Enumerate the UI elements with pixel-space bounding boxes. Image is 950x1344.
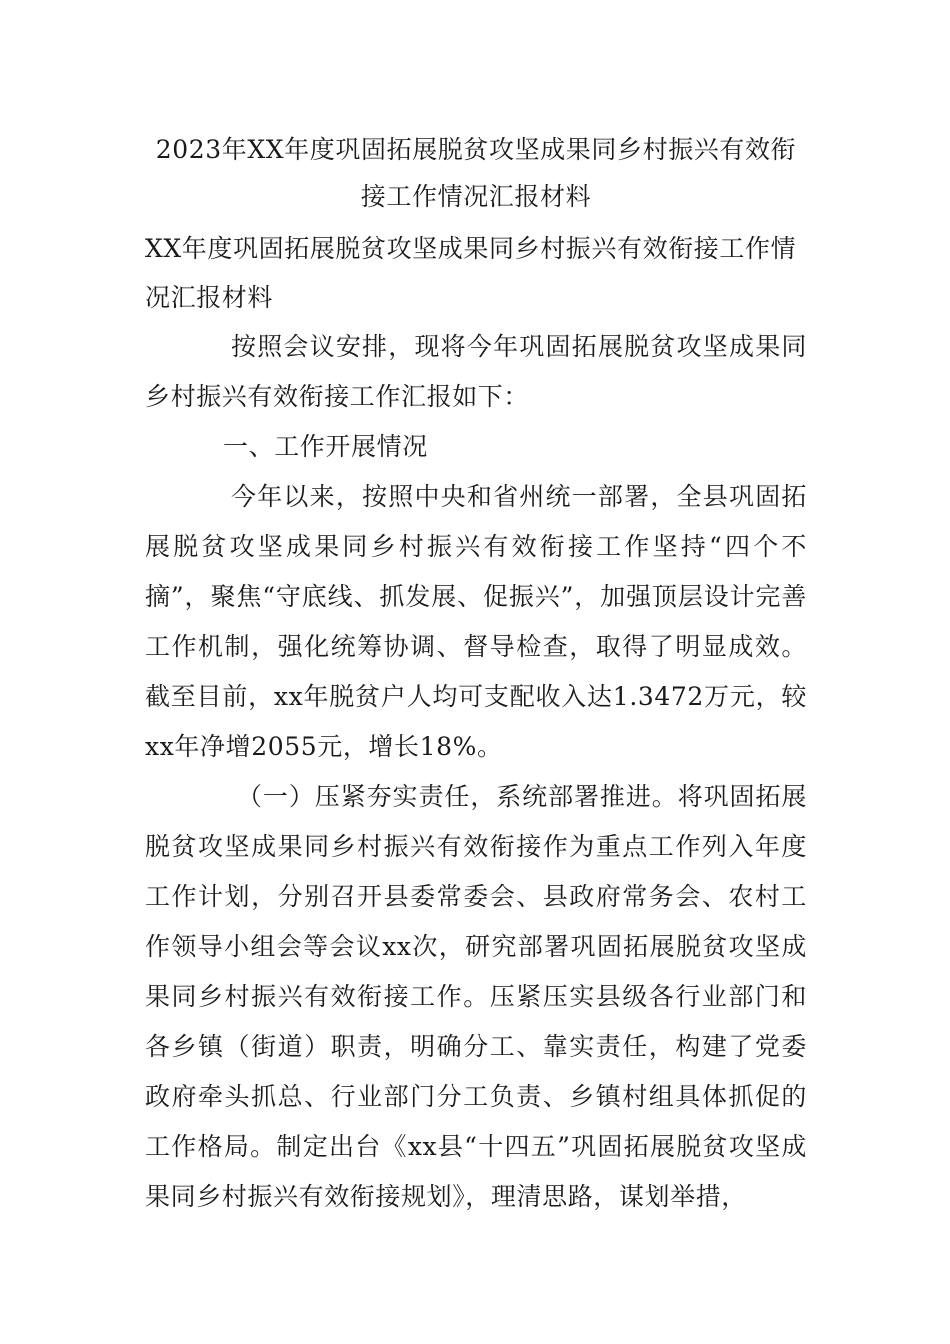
responsibility-paragraph: （一）压紧夯实责任，系统部署推进。将巩固拓展脱贫攻坚成果同乡村振兴有效衔接作为重点工作列入年度工作计划，分别召开县委常委会、县政府常务会、农村工作领导小组会等会议xx次，研究部署巩固拓展脱贫攻坚成果同乡村振兴有效衔接工作。压紧压实县级各行业部门和各乡镇（街道）职责，明确分工、靠实责任，构建了党委政府牵头抓总、行业部门分工负责、乡镇村组具体抓促的工作格局。制定出台《xx县“十四五”巩固拓展脱贫攻坚成果同乡村振兴有效衔接规划》，理清思路，谋划举措， [145, 782, 807, 1211]
overview-paragraph: 今年以来，按照中央和省州统一部署，全县巩固拓展脱贫攻坚成果同乡村振兴有效衔接工作坚持“四个不摘”，聚焦“守底线、抓发展、促振兴”，加强顶层设计完善工作机制，强化统筹协调、督导检查，取得了明显成效。截至目前，xx年脱贫户人均可支配收入达1.3472万元，较xx年净增2055元，增长18%。 [145, 482, 807, 761]
document-title: 2023年XX年度巩固拓展脱贫攻坚成果同乡村振兴有效衔接工作情况汇报材料 [155, 135, 797, 211]
intro-paragraph: 按照会议安排，现将今年巩固拓展脱贫攻坚成果同乡村振兴有效衔接工作汇报如下： [145, 332, 807, 411]
section-heading-work-progress: 一、工作开展情况 [223, 432, 428, 461]
document-subtitle: XX年度巩固拓展脱贫攻坚成果同乡村振兴有效衔接工作情况汇报材料 [145, 234, 797, 312]
document-body [145, 126, 807, 1222]
